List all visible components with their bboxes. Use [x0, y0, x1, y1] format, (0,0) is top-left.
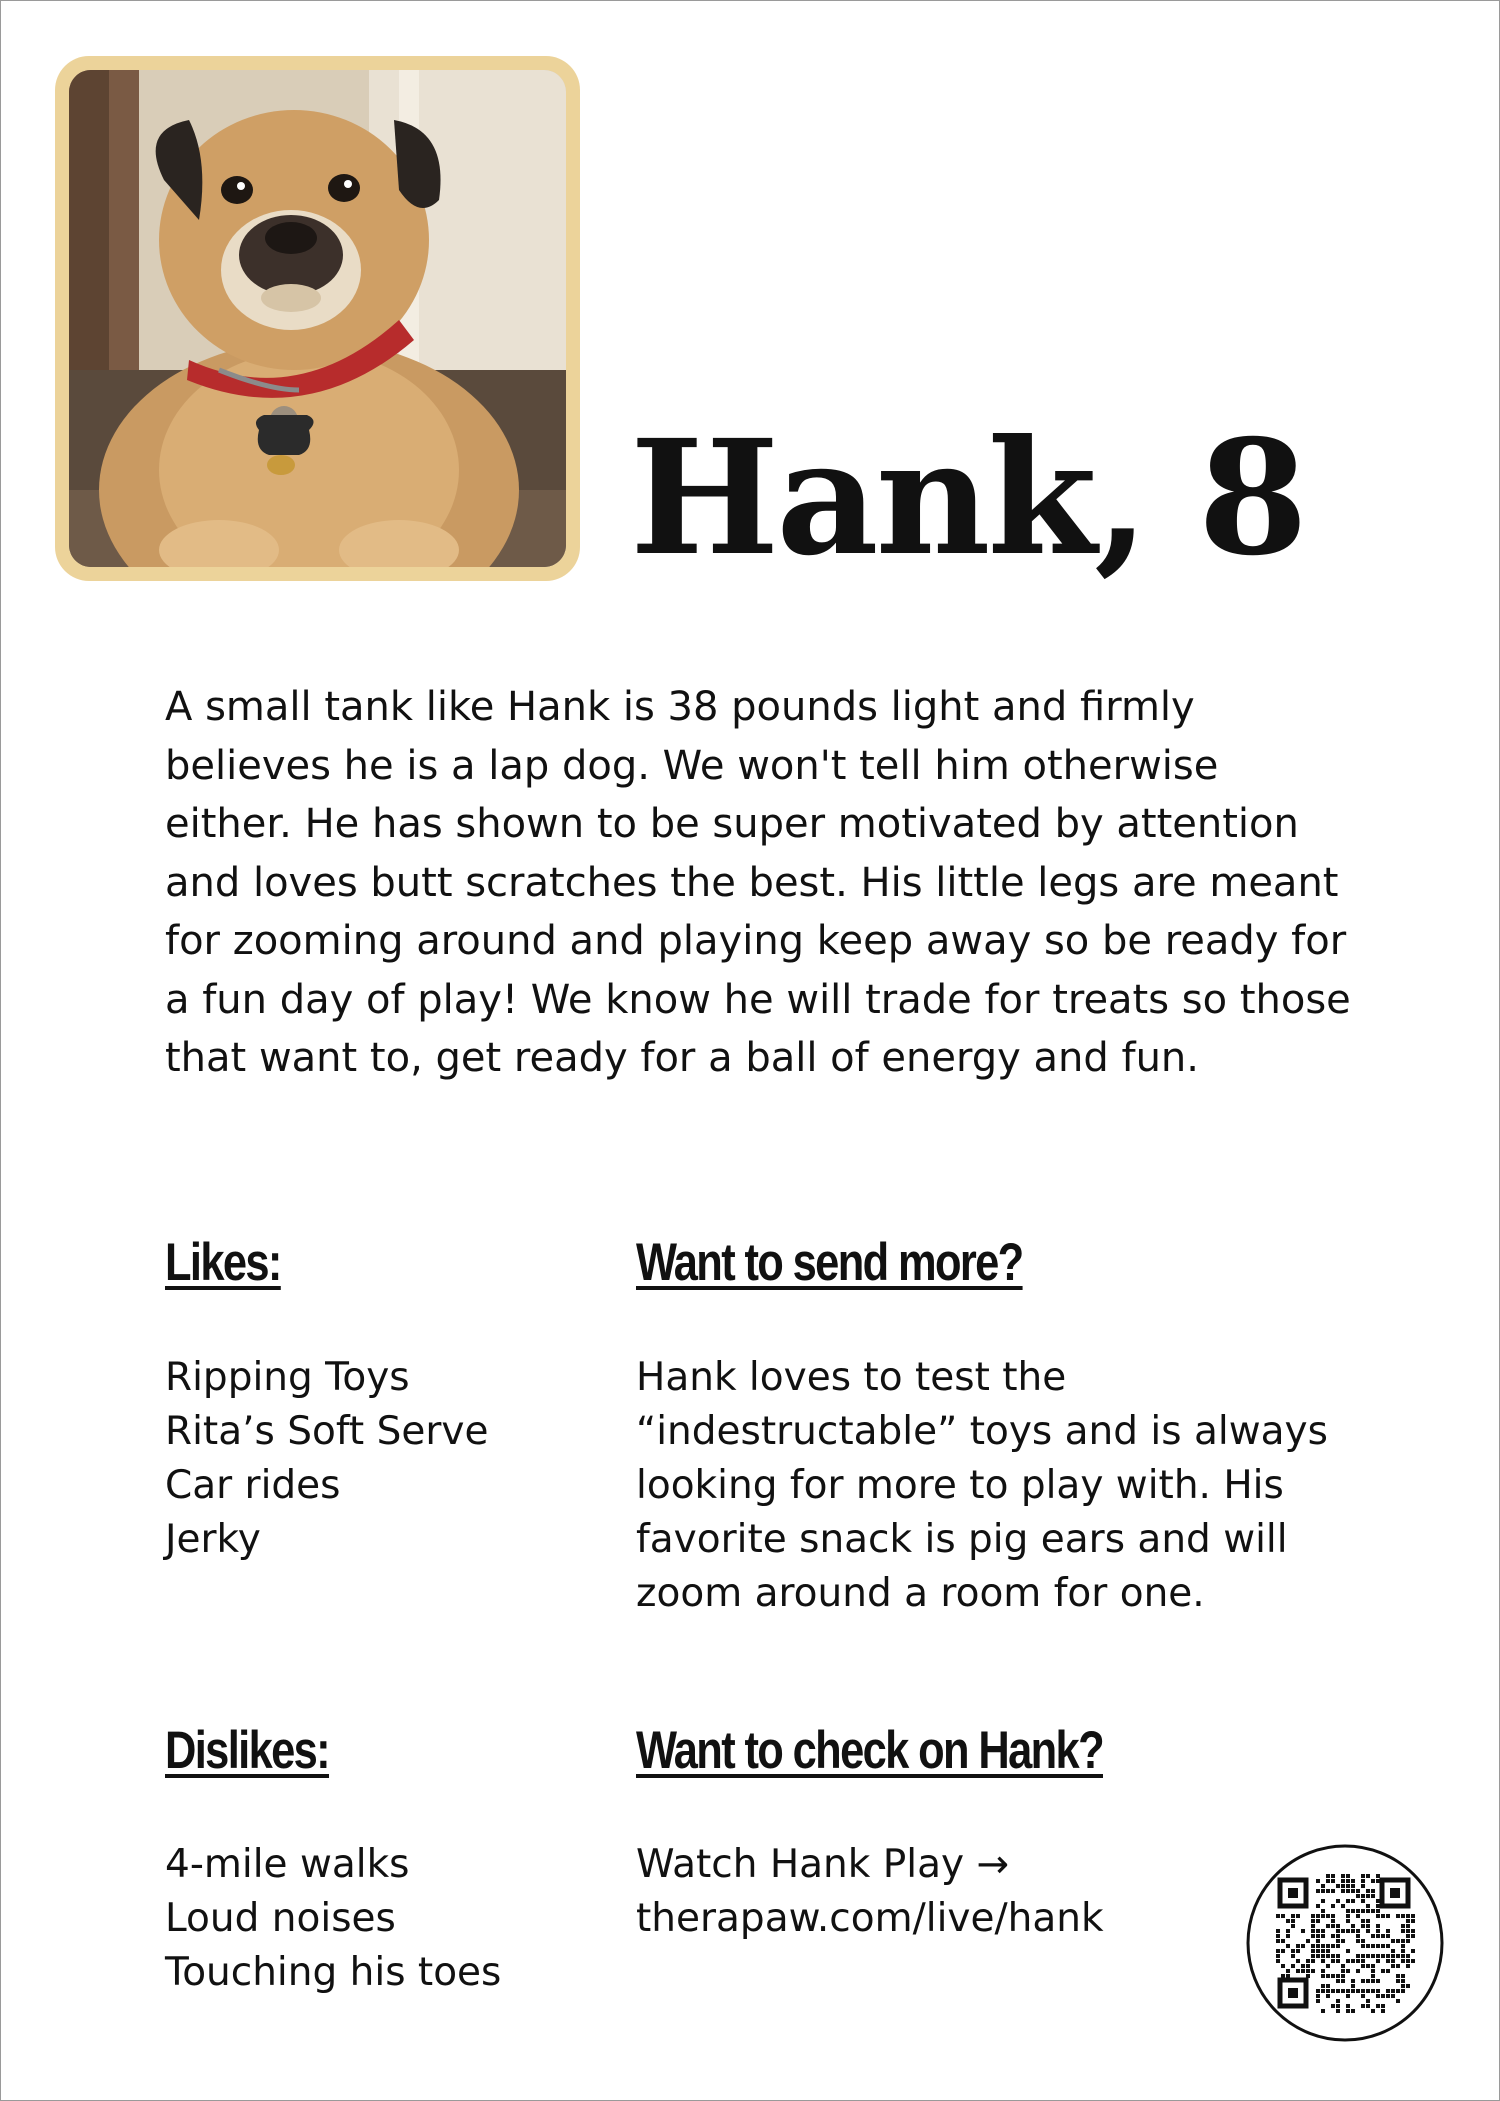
list-item: Ripping Toys [165, 1355, 410, 1400]
live-stream-block [636, 1838, 1104, 1946]
list-item: Touching his toes [165, 1950, 502, 1995]
likes-heading: Likes: [165, 1233, 281, 1292]
send-more-text: Hank loves to test the “indestructable” toys and is always looking for more to play with. His favorite snack is pig ears and will zoom around a room for one. [636, 1355, 1328, 1616]
list-item: Loud noises [165, 1896, 396, 1941]
list-item: Car rides [165, 1463, 341, 1508]
list-item: 4-mile walks [165, 1842, 410, 1887]
dislikes-list [165, 1838, 501, 2000]
dislikes-heading: Dislikes: [165, 1721, 330, 1780]
page-title: Hank, 8 [630, 406, 1305, 591]
watch-live-link[interactable]: Watch Hank Play → [636, 1842, 1010, 1887]
dog-photo [69, 70, 566, 567]
list-item: Rita’s Soft Serve [165, 1409, 489, 1454]
likes-list [165, 1351, 488, 1567]
live-url-link[interactable]: therapaw.com/live/hank [636, 1896, 1104, 1941]
qr-code-icon[interactable] [1246, 1844, 1444, 2042]
check-on-heading: Want to check on Hank? [636, 1721, 1103, 1780]
dog-photo-illustration [69, 70, 566, 567]
send-more-heading: Want to send more? [636, 1233, 1023, 1292]
dog-photo-frame [55, 56, 580, 581]
list-item: Jerky [165, 1517, 261, 1562]
bio-paragraph: A small tank like Hank is 38 pounds light and firmly believes he is a lap dog. We won't tell him otherwise either. He has shown to be super motivated by attention and loves butt scratches the best. His little legs are meant for zooming around and playing keep away so be ready for a fun day of play! We know he will trade for treats so those that want to, get ready for a ball of energy and fun. [165, 684, 1351, 1081]
